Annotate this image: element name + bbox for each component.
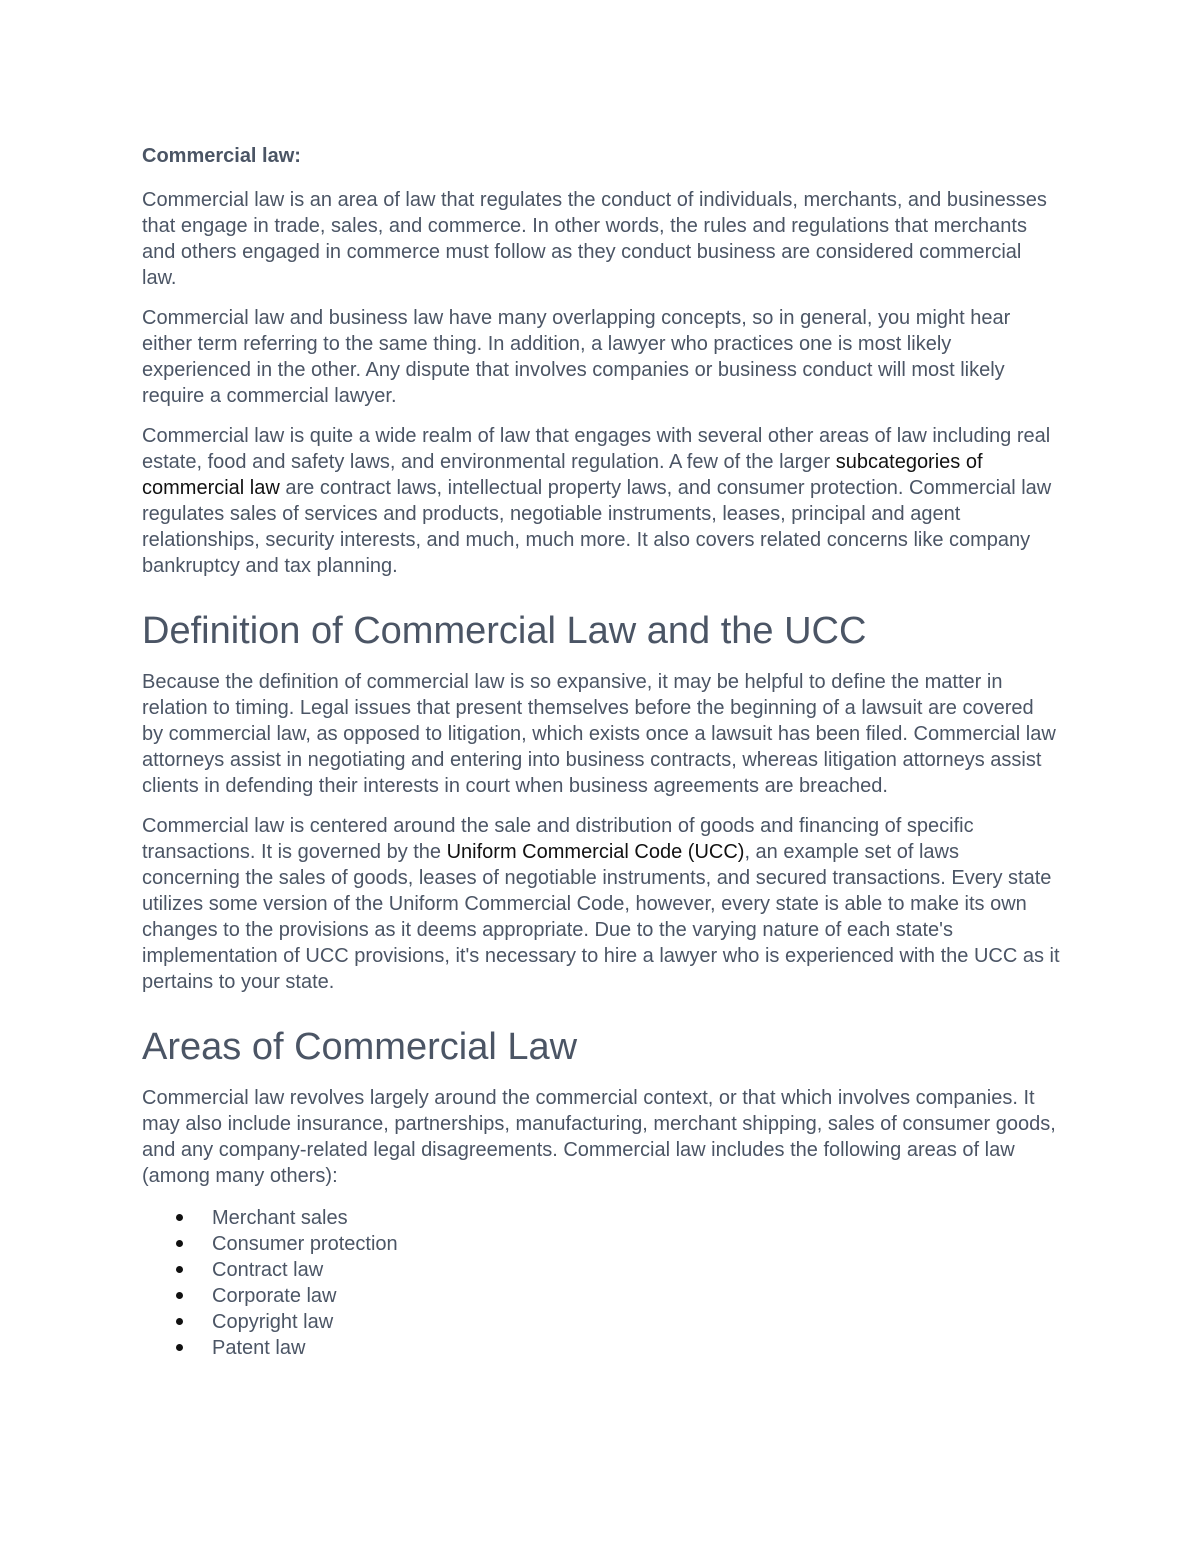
section-label: Commercial law: <box>142 145 301 167</box>
bullet-icon <box>176 1240 183 1247</box>
list-item <box>142 1257 1060 1283</box>
areas-list <box>142 1205 1060 1361</box>
intro-paragraph-3-start: Commercial law is quite a wide realm of law that engages with several other areas of law including real estate, food and safety laws, and environmental regulation. A few of the larger <box>142 425 1051 473</box>
bullet-icon <box>176 1318 183 1325</box>
list-item <box>142 1309 1060 1335</box>
list-item-text: Merchant sales <box>212 1207 348 1229</box>
list-item-text: Copyright law <box>212 1311 334 1333</box>
intro-paragraph-1: Commercial law is an area of law that regulates the conduct of individuals, merchants, and businesses that engage in trade, sales, and commerce. In other words, the rules and regulations that merchants and others engaged in commerce must follow as they conduct business are considered commercial law. <box>142 189 1047 289</box>
ucc-link[interactable]: Uniform Commercial Code (UCC) <box>446 841 745 863</box>
list-item <box>142 1205 1060 1231</box>
definition-paragraph-2-start: Commercial law is centered around the sale and distribution of goods and financing of specific transactions. It is governed by the <box>142 815 974 863</box>
definition-heading: Definition of Commercial Law and the UCC <box>142 610 867 652</box>
bullet-icon <box>176 1266 183 1273</box>
subcategories-link[interactable]: subcategories of commercial law <box>142 451 983 499</box>
bullet-icon <box>176 1292 183 1299</box>
list-item <box>142 1231 1060 1257</box>
list-item-text: Corporate law <box>212 1285 337 1307</box>
bullet-icon <box>176 1214 183 1221</box>
areas-heading: Areas of Commercial Law <box>142 1026 578 1068</box>
definition-paragraph-2 <box>142 813 1060 995</box>
intro-paragraph-3 <box>142 423 1060 579</box>
list-item <box>142 1283 1060 1309</box>
list-item-text: Consumer protection <box>212 1233 398 1255</box>
bullet-icon <box>176 1344 183 1351</box>
intro-paragraph-2: Commercial law and business law have many overlapping concepts, so in general, you might hear either term referring to the same thing. In addition, a lawyer who practices one is most likely experienced in the other. Any dispute that involves companies or business conduct will most likely require a commercial lawyer. <box>142 307 1011 407</box>
document-page <box>142 143 1060 1361</box>
areas-paragraph: Commercial law revolves largely around the commercial context, or that which involves companies. It may also include insurance, partnerships, manufacturing, merchant shipping, sales of consumer goods, and any company-related legal disagreements. Commercial law includes the following areas of law (among many others): <box>142 1087 1056 1187</box>
intro-paragraph-3-end: are contract laws, intellectual property laws, and consumer protection. Commercial law regulates sales of services and products, negotiable instruments, leases, principal and agent relationships, security interests, and much, much more. It also covers related concerns like company bankruptcy and tax planning. <box>142 477 1052 577</box>
list-item <box>142 1335 1060 1361</box>
definition-paragraph-2-end: , an example set of laws concerning the sales of goods, leases of negotiable instruments, and secured transactions. Every state utilizes some version of the Uniform Commercial Code, however, every state is able to make its own changes to the provisions as it deems appropriate. Due to the varying nature of each state's implementation of UCC provisions, it's necessary to hire a lawyer who is experienced with the UCC as it pertains to your state. <box>142 841 1060 993</box>
definition-paragraph-1: Because the definition of commercial law is so expansive, it may be helpful to define the matter in relation to timing. Legal issues that present themselves before the beginning of a lawsuit are covered by commercial law, as opposed to litigation, which exists once a lawsuit has been filed. Commercial law attorneys assist in negotiating and entering into business contracts, whereas litigation attorneys assist clients in defending their interests in court when business agreements are breached. <box>142 671 1056 797</box>
list-item-text: Contract law <box>212 1259 324 1281</box>
list-item-text: Patent law <box>212 1337 306 1359</box>
